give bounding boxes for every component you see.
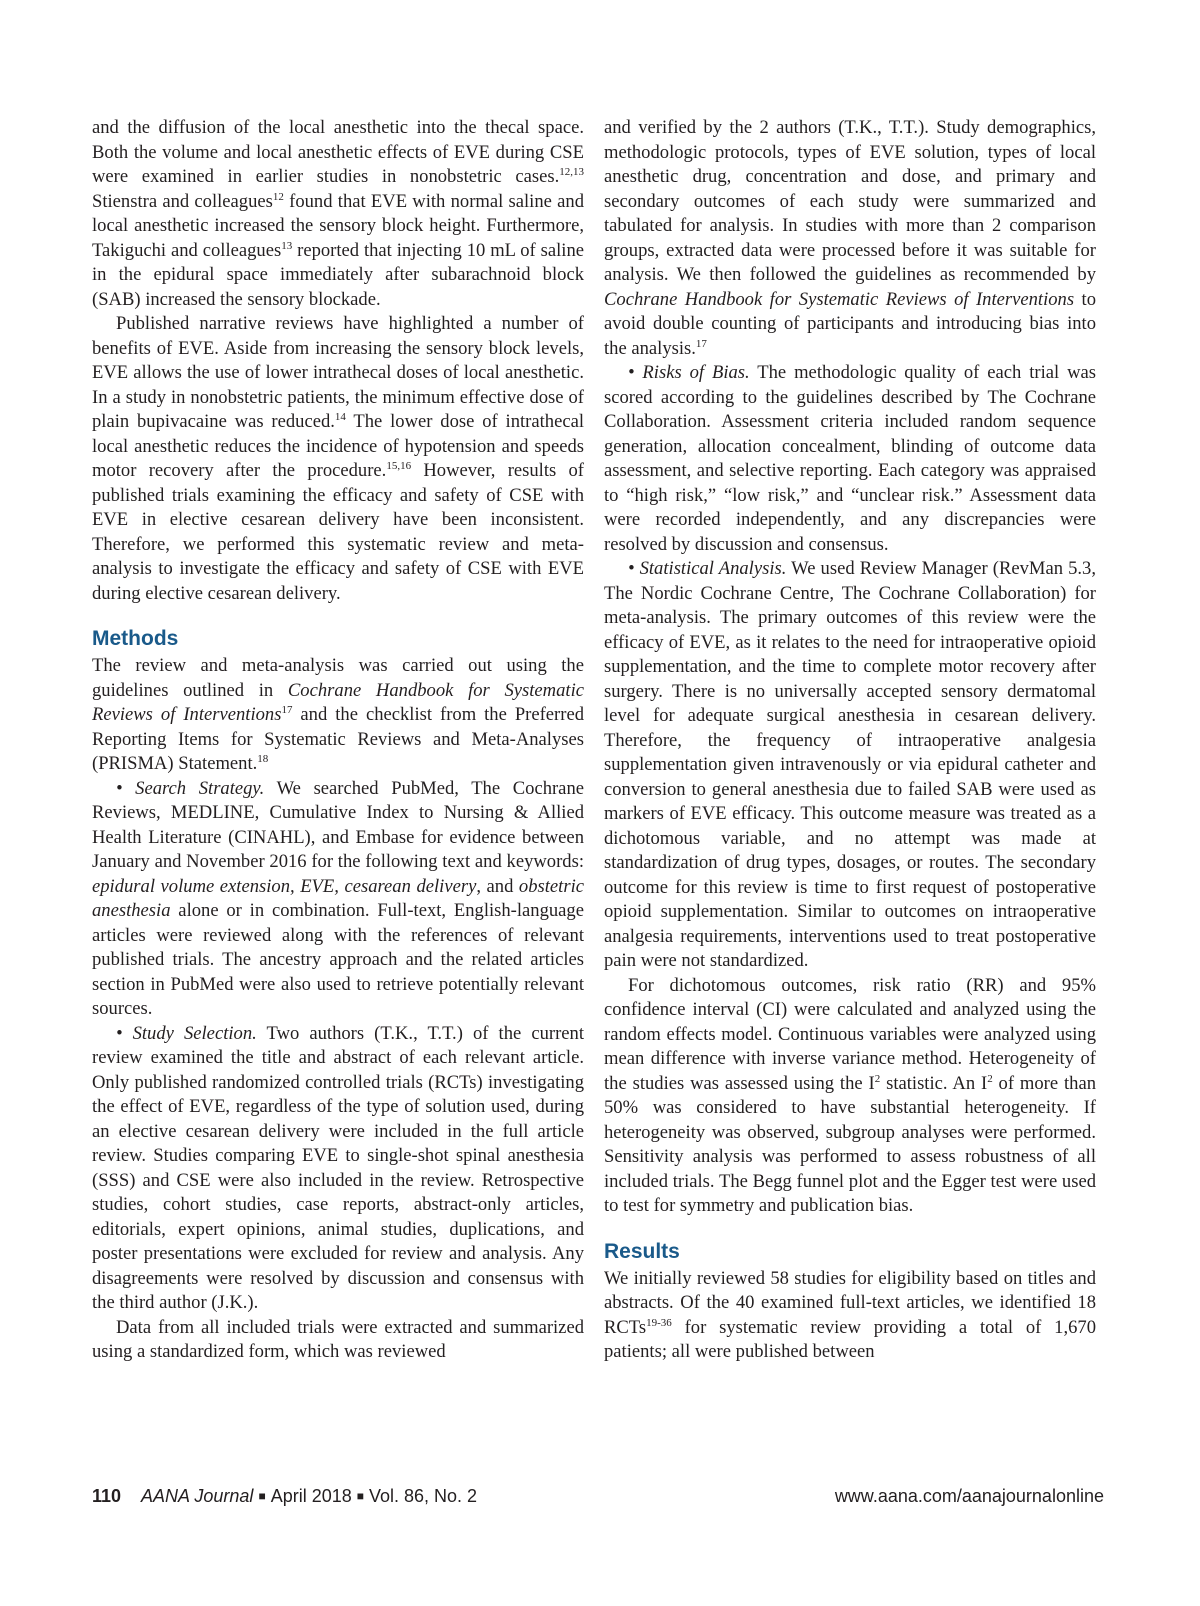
citation: 17: [695, 337, 707, 350]
paragraph-study-selection: • Study Selection. Two authors (T.K., T.T.) of the current review examined the title and abstract of each relevant article. Only published randomized controlled trials (RCTs) investigating the effect of EVE, regardless of the type of solution used, during an elective cesarean delivery were included in the full article review. Studies comparing EVE to single-shot spinal anesthesia (SSS) and CSE were also included in the review. Retrospective studies, cohort studies, case reports, abstract-only articles, editorials, expert opinions, animal studies, duplications, and poster presentations were excluded for review and analysis. Any disagreements were resolved by discussion and consensus with the third author (J.K.).: [92, 1022, 584, 1313]
subsection-label: • Study Selection.: [116, 1022, 257, 1044]
citation: 18: [257, 753, 269, 765]
citation: 12: [272, 190, 284, 203]
paragraph: and verified by the 2 authors (T.K., T.T.). Study demographics, methodologic protocols, types of EVE solution, types of local anesthetic drug, concentration and dose, and primary and secondary outcomes of each study were summarized and tabulated for analysis. In studies with more than 2 comparison groups, extracted data were processed before it was suitable for analysis. We then followed the guidelines as recommended by Cochrane Handbook for Systematic Reviews of Interventions to avoid double counting of participants and introducing bias into the analysis.$^{17}$: [604, 117, 1096, 359]
citation: 14: [334, 411, 346, 423]
citation: 17: [281, 704, 293, 716]
superscript: 2: [987, 1072, 993, 1085]
separator-square: ■: [356, 1489, 364, 1503]
citation: 15,16: [386, 460, 412, 472]
paragraph: Published narrative reviews have highlighted a number of benefits of EVE. Aside from increasing the sensory block levels, EVE allows the use of lower intrathecal doses of local anesthetic. In a study in nonobstetric patients, the minimum effective dose of plain bupivacaine was reduced.$^{14}$ The lower dose of intrathecal local anesthetic reduces the incidence of hypotension and speeds motor recovery after the procedure.$^{15,16}$ However, results of published trials examining the efficacy and safety of CSE with EVE in elective cesarean delivery have been inconsistent. Therefore, we performed this systematic review and meta-analysis to investigate the efficacy and safety of CSE with EVE during elective cesarean delivery.: [92, 313, 585, 604]
paragraph: For dichotomous outcomes, risk ratio (RR) and 95% confidence interval (CI) were calculated and analyzed using the random effects model. Continuous variables were analyzed using mean difference with inverse variance method. Heterogeneity of the studies was assessed using the $I^2$ statistic. An $I^2$ of more than 50% was considered to have substantial heterogeneity. If heterogeneity was observed, subgroup analyses were performed. Sensitivity analysis was performed to assess robustness of all included trials. The Begg funnel plot and the Egger test were used to test for symmetry and publication bias.: [604, 974, 1097, 1216]
superscript: 2: [874, 1072, 881, 1085]
volume-number: Vol. 86, No. 2: [369, 1486, 478, 1506]
right-column: [604, 116, 1096, 1365]
citation: 19-36: [646, 1316, 672, 1329]
paragraph: We initially reviewed 58 studies for eligibility based on titles and abstracts. Of the 40 examined full-text articles, we identified 18 RCTs$^{19-36}$ for systematic review providing a total of 1,670 patients; all were published between: [604, 1267, 1096, 1362]
citation: 13: [281, 239, 293, 252]
separator-square: ■: [258, 1489, 266, 1503]
subsection-label: • Search Strategy.: [116, 777, 265, 799]
journal-url[interactable]: www.aana.com/aanajournalonline: [834, 1486, 1104, 1506]
page-footer: [92, 1486, 1104, 1510]
paragraph-risks-of-bias: • Risks of Bias. The methodologic quality of each trial was scored according to the guidelines described by The Cochrane Collaboration. Assessment criteria included random sequence generation, allocation concealment, blinding of outcome data assessment, and selective reporting. Each category was appraised to “high risk,” “low risk,” and “unclear risk.” Assessment data were recorded independently, and any discrepancies were resolved by discussion and consensus.: [604, 362, 1096, 555]
paragraph: Data from all included trials were extracted and summarized using a standardized form, which was reviewed: [92, 1316, 584, 1362]
paragraph: and the diffusion of the local anesthetic into the thecal space. Both the volume and local anesthetic effects of EVE during CSE were examined in earlier studies in nonobstetric cases.$^{12,13}$ Stienstra and colleagues$^{12}$ found that EVE with normal saline and local anesthetic increased the sensory block height. Furthermore, Takiguchi and colleagues$^{13}$ reported that injecting 10 mL of saline in the epidural space immediately after subarachnoid block (SAB) increased the sensory blockade.: [92, 117, 585, 310]
page-number: 110: [92, 1486, 122, 1506]
journal-name: AANA Journal: [141, 1486, 254, 1506]
citation: 12,13: [559, 166, 584, 178]
subsection-label: • Risks of Bias.: [628, 362, 750, 383]
paragraph-statistical-analysis: • Statistical Analysis. We used Review Manager (RevMan 5.3, The Nordic Cochrane Centre, The Cochrane Collaboration) for meta-analysis. The primary outcomes of this review were the efficacy of EVE, as it relates to the need for intraoperative opioid supplementation, and the time to complete motor recovery after surgery. There is no universally accepted sensory dermatomal level for adequate surgical anesthesia in cesarean delivery. Therefore, the frequency of intraoperative analgesia supplementation given intravenously or via epidural catheter and conversion to general anesthesia due to failed SAB were used as markers of EVE efficacy. This outcome measure was treated as a dichotomous variable, and no attempt was made at standardization of drug types, dosages, or routes. The secondary outcome for this review is time to first request of postoperative opioid supplementation. Similar to outcomes on intraoperative analgesia requirements, interventions used to treat postoperative pain were not standardized.: [604, 558, 1096, 971]
paragraph-search-strategy: • Search Strategy. We searched PubMed, The Cochrane Reviews, MEDLINE, Cumulative Index to Nursing & Allied Health Literature (CINAHL), and Embase for evidence between January and November 2016 for the following text and keywords: epidural volume extension, EVE, cesarean delivery, and obstetric anesthesia alone or in combination. Full-text, English-language articles were reviewed along with the references of relevant published trials. The ancestry approach and the related articles section in PubMed were also used to retrieve potentially relevant sources.: [92, 777, 584, 1019]
section-heading-results: Results: [604, 1239, 680, 1263]
issue-date: April 2018: [270, 1486, 352, 1506]
paragraph: The review and meta-analysis was carried out using the guidelines outlined in Cochrane Handbook for Systematic Reviews of Interventions$^{17}$ and the checklist from the Preferred Reporting Items for Systematic Reviews and Meta-Analyses (PRISMA) Statement.$^{18}$: [92, 655, 584, 774]
subsection-label: • Statistical Analysis.: [628, 558, 787, 579]
footer-citation: [92, 1486, 477, 1507]
left-column: [92, 116, 584, 1365]
section-heading-methods: Methods: [92, 627, 179, 650]
